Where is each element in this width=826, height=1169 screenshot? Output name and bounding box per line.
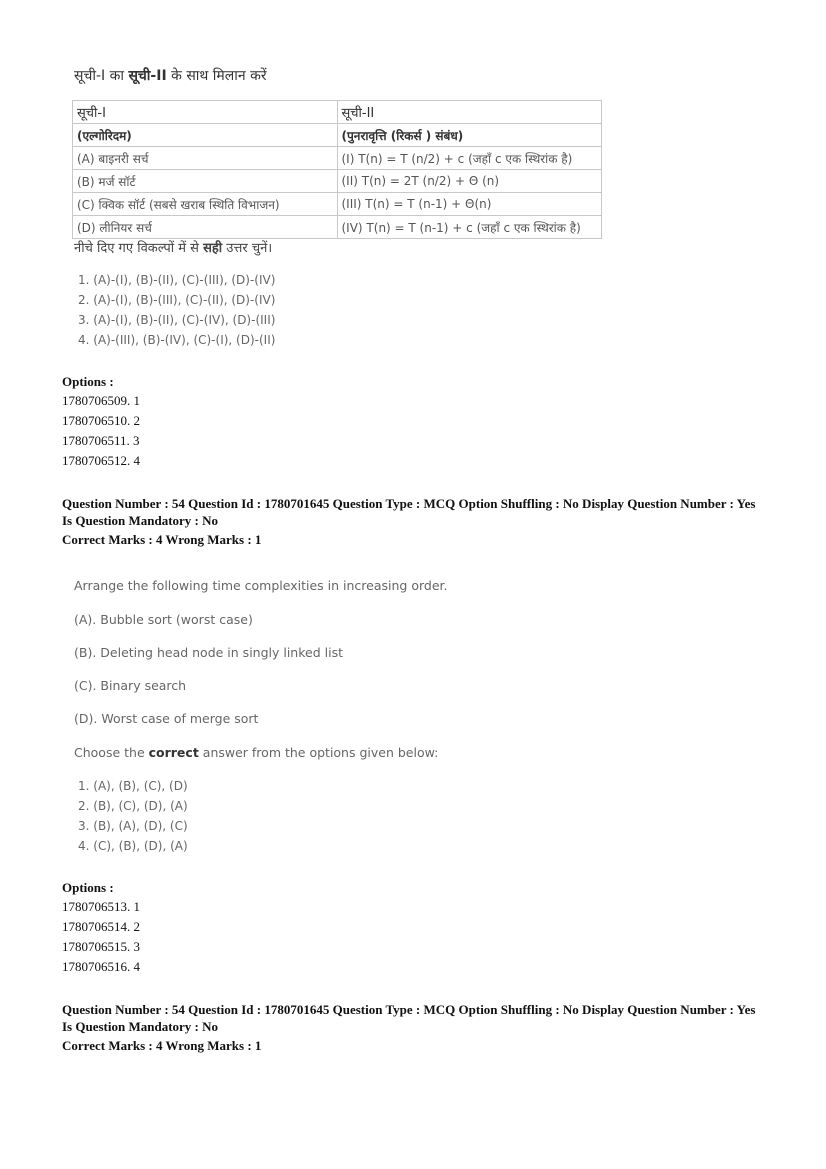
question-meta [62,1001,792,1054]
match-table [72,100,602,239]
option-id: 1780706516. 4 [62,959,140,974]
table-cell: (II) T(n) = 2T (n/2) + Θ (n) [337,170,602,193]
question-meta [62,495,792,548]
choose-suffix: answer from the options given below: [198,745,439,760]
list2-header: सूची-II [337,101,602,124]
choice-item: 1. (A), (B), (C), (D) [78,779,188,793]
choice-item: 4. (A)-(III), (B)-(IV), (C)-(I), (D)-(II) [78,333,276,347]
question-prompt [74,238,272,256]
choice-item: 1. (A)-(I), (B)-(II), (C)-(III), (D)-(IV) [78,273,276,287]
table-cell: (A) बाइनरी सर्च [73,147,338,170]
meta-line: Is Question Mandatory : No [62,513,219,528]
choice-list [78,270,275,350]
question-item: (B). Deleting head node in singly linked list [74,645,343,660]
options-label: Options : [62,374,114,389]
table-cell: (IV) T(n) = T (n-1) + c (जहाँ c एक स्थिरांक है) [337,216,602,239]
meta-line: Question Number : 54 Question Id : 1780701645 Question Type : MCQ Option Shuffling : No Display Question Number : Yes [62,1002,756,1017]
list1-subheader: (एल्गोरिदम) [73,124,338,147]
question-item: (A). Bubble sort (worst case) [74,612,253,627]
meta-line: Correct Marks : 4 Wrong Marks : 1 [62,532,262,547]
option-id: 1780706514. 2 [62,919,140,934]
option-id: 1780706509. 1 [62,393,140,408]
choice-item: 2. (A)-(I), (B)-(III), (C)-(II), (D)-(IV) [78,293,276,307]
table-cell: (D) लीनियर सर्च [73,216,338,239]
title-suffix: के साथ मिलान करें [166,68,267,84]
choose-prefix: Choose the [74,745,149,760]
list2-subheader: (पुनरावृत्ति (रिकर्स ) संबंध) [337,124,602,147]
choose-bold: correct [148,745,199,760]
option-id: 1780706510. 2 [62,413,140,428]
prompt-bold: सही [203,241,223,256]
choice-item: 4. (C), (B), (D), (A) [78,839,188,853]
meta-line: Correct Marks : 4 Wrong Marks : 1 [62,1038,262,1053]
choose-instruction [74,745,438,760]
option-id: 1780706511. 3 [62,433,140,448]
title-bold: सूची-II [128,68,167,84]
table-cell: (B) मर्ज सॉर्ट [73,170,338,193]
option-id: 1780706512. 4 [62,453,140,468]
meta-line: Question Number : 54 Question Id : 1780701645 Question Type : MCQ Option Shuffling : No Display Question Number : Yes [62,496,756,511]
choice-item: 3. (B), (A), (D), (C) [78,819,188,833]
choice-item: 3. (A)-(I), (B)-(II), (C)-(IV), (D)-(III) [78,313,276,327]
question-title [74,66,267,85]
choice-item: 2. (B), (C), (D), (A) [78,799,188,813]
options-label: Options : [62,880,114,895]
question-prompt: Arrange the following time complexities in increasing order. [74,578,448,593]
title-prefix: सूची-I का [74,68,129,84]
option-id: 1780706513. 1 [62,899,140,914]
table-cell: (III) T(n) = T (n-1) + Θ(n) [337,193,602,216]
option-id: 1780706515. 3 [62,939,140,954]
table-cell: (I) T(n) = T (n/2) + c (जहाँ c एक स्थिरांक है) [337,147,602,170]
question-item: (C). Binary search [74,678,187,693]
prompt-suffix: उत्तर चुनें। [222,241,273,256]
prompt-prefix: नीचे दिए गए विकल्पों में से [74,241,204,256]
list1-header: सूची-I [73,101,338,124]
choice-list [78,776,188,856]
table-cell: (C) क्विक सॉर्ट (सबसे खराब स्थिति विभाजन) [73,193,338,216]
meta-line: Is Question Mandatory : No [62,1019,219,1034]
question-item: (D). Worst case of merge sort [74,711,259,726]
